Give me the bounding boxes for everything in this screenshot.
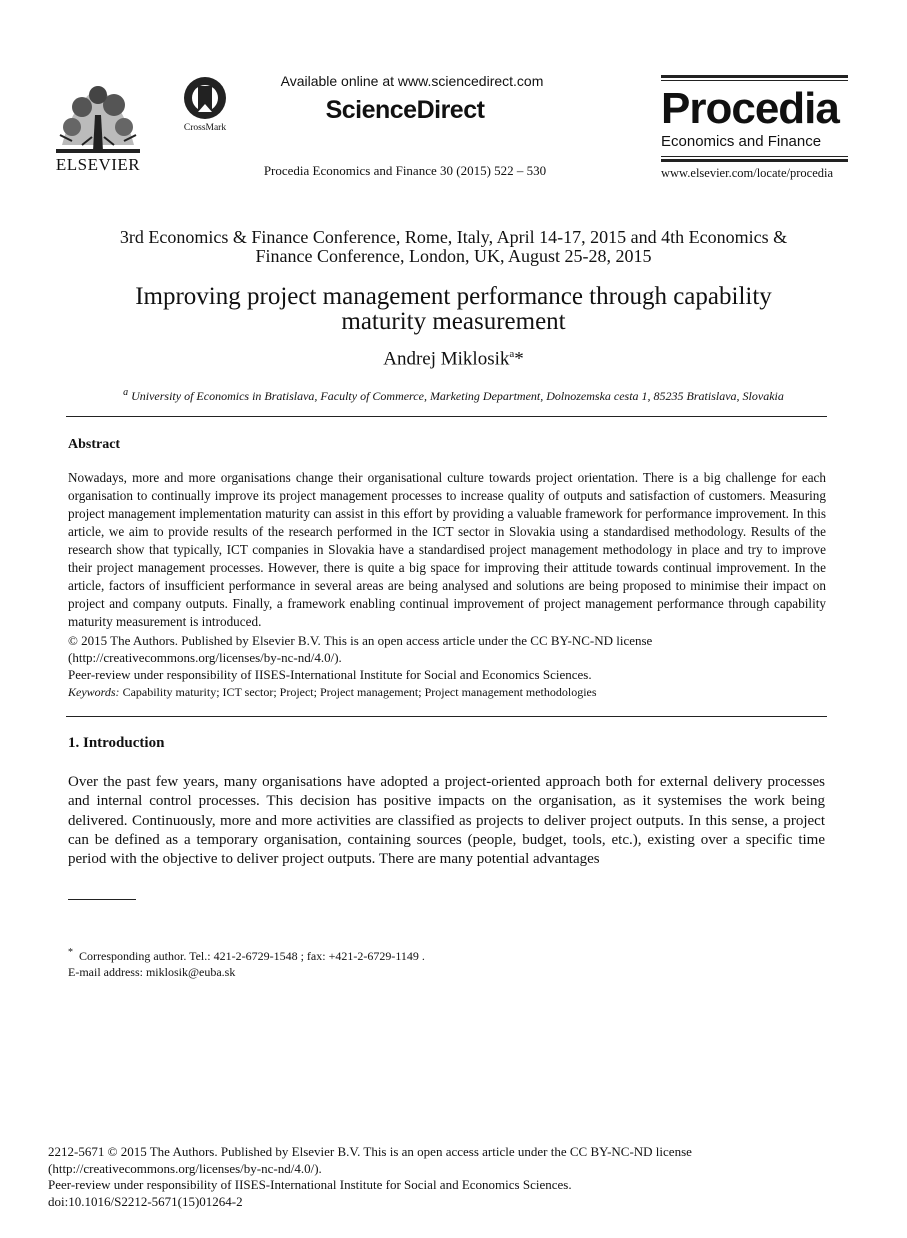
footnote-rule — [68, 899, 136, 900]
title-line: Improving project management performance through capability — [135, 283, 772, 310]
affiliation-mark: a — [123, 387, 129, 398]
email-address: E-mail address: miklosik@euba.sk — [68, 964, 236, 979]
paper-title — [60, 284, 847, 334]
crossmark-label: CrossMark — [183, 123, 227, 133]
masthead-rule — [661, 75, 848, 78]
conference-info — [60, 228, 847, 266]
footer-license: 2212-5671 © 2015 The Authors. Published by Elsevier B.V. This is an open access article under the CC BY-NC-ND license — [48, 1144, 692, 1159]
conference-line: 3rd Economics & Finance Conference, Rome, Italy, April 14-17, 2015 and 4th Economics & — [119, 227, 788, 247]
license-link[interactable]: (http://creativecommons.org/licenses/by-nc-nd/4.0/). — [68, 650, 342, 665]
license-line: © 2015 The Authors. Published by Elsevier B.V. This is an open access article under the CC BY-NC-ND license — [68, 633, 653, 648]
keywords — [68, 685, 826, 700]
affiliation-text: University of Economics in Bratislava, Faculty of Commerce, Marketing Department, Dolnozemska cesta 1, 85235 Bratislava, Slovakia — [131, 389, 784, 403]
abstract-text: Nowadays, more and more organisations change their organisational culture towards project orientation. There is a big challenge for each organisation to continually improve its project management processes to increase quality of outputs and satisfaction of customers. Measuring project management implementation maturity can assist in this effort by providing a valuable framework for performance improvement. In this article, we aim to provide results of the research performed in the ICT sector in Slovakia using a standardised methodology. Results of the research show that typically, ICT companies in Slovakia have a standardised project management methodology in place and try to improve their project management processes. However, there is quite a big space for improving their attitude towards continual improvement. In the article, factors of insufficient performance in several areas are being analysed and solutions are being proposed to minimise their impact on project and company outputs. Finally, a framework enabling continual improvement of project management performance through capability maturity measurement is introduced. — [68, 470, 826, 629]
masthead-rule — [661, 159, 848, 162]
procedia-masthead — [661, 75, 848, 181]
keywords-list: Capability maturity; ICT sector; Project; Project management; Project management methodologies — [122, 685, 597, 699]
footnote-mark: * — [68, 947, 73, 958]
corresponding-author: Corresponding author. Tel.: 421-2-6729-1548 ; fax: +421-2-6729-1149 . — [79, 949, 425, 963]
author-affil-mark: a — [509, 348, 515, 360]
title-line: maturity measurement — [341, 308, 566, 335]
crossmark-badge[interactable] — [176, 76, 234, 132]
procedia-subtitle: Economics and Finance — [661, 133, 822, 150]
author-line — [60, 348, 847, 370]
masthead-rule — [661, 80, 848, 81]
procedia-url[interactable]: www.elsevier.com/locate/procedia — [661, 166, 834, 180]
peer-review: Peer-review under responsibility of IISES-International Institute for Social and Economics Sciences. — [68, 667, 592, 682]
elsevier-tree-icon — [52, 75, 144, 155]
footnote — [68, 945, 668, 980]
journal-reference: Procedia Economics and Finance 30 (2015) 522 – 530 — [263, 163, 547, 178]
elsevier-logo — [50, 75, 146, 177]
divider — [66, 716, 827, 717]
footer-peer-review: Peer-review under responsibility of IISES-International Institute for Social and Economics Sciences. — [48, 1177, 572, 1192]
publisher-name: ELSEVIER — [55, 155, 141, 174]
affiliation — [60, 387, 847, 404]
author-name: Andrej Miklosik — [383, 348, 510, 370]
license-block — [68, 632, 826, 683]
doi[interactable]: doi:10.1016/S2212-5671(15)01264-2 — [48, 1193, 243, 1209]
sciencedirect-logo: ScienceDirect — [325, 96, 485, 124]
introduction-text: Over the past few years, many organisations have adopted a project-oriented approach both for external delivery processes and internal control processes. This decision has positive impacts on the organisation, as it systemises the work being delivered. Continuously, more and more activities are classified as projects to deliver project outputs. In this sense, a project can be defined as a temporary organisation, containing sources (people, budget, tools, etc.), existing over a specific time period with the objective to deliver project outputs. There are many potential advantages — [68, 774, 825, 868]
author-corresponding-mark: * — [514, 348, 524, 370]
footer-link[interactable]: (http://creativecommons.org/licenses/by-nc-nd/4.0/). — [48, 1160, 322, 1176]
available-online: Available online at www.sciencedirect.com — [280, 73, 544, 89]
procedia-title: Procedia — [661, 84, 839, 133]
section-heading: 1. Introduction — [68, 735, 165, 751]
abstract-heading: Abstract — [68, 437, 121, 452]
divider — [66, 416, 827, 417]
conference-line: Finance Conference, London, UK, August 25-28, 2015 — [255, 246, 652, 266]
masthead-rule — [661, 156, 848, 157]
page-footer — [48, 1144, 748, 1210]
keywords-label: Keywords: — [68, 685, 120, 699]
crossmark-icon — [183, 76, 227, 120]
